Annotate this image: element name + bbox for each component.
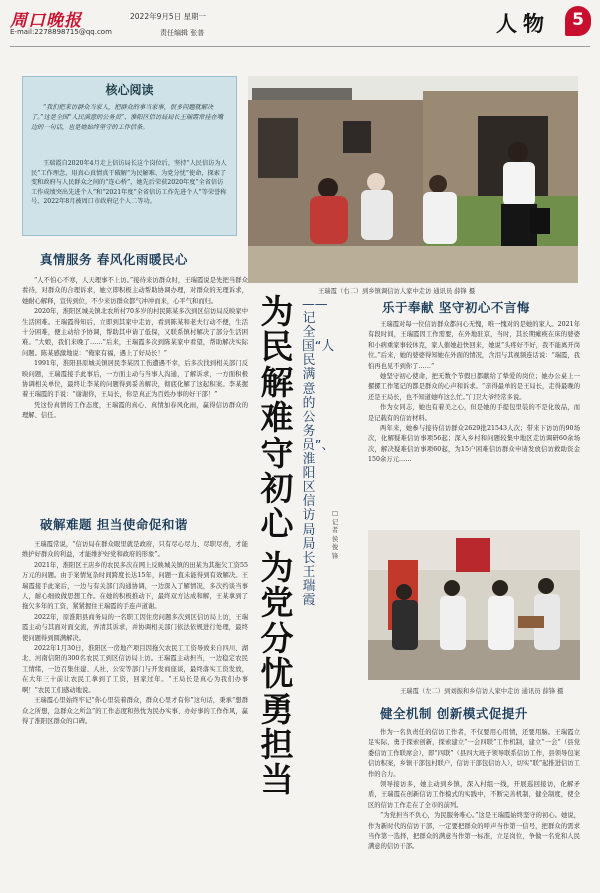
section1-body: [22, 276, 248, 422]
editor-line: 责任编辑 张普: [160, 29, 205, 37]
newspaper-logo: 周口晚报: [10, 11, 82, 31]
section4-paragraph: “为党担当不负心，为民服务唯心。”这是王瑞霞始终坚守的初心。她说，作为新时代的信访干部，一定要把群众的呼声当作第一信号，把群众的需求当作第一选择，把群众的满意当作第一标准，立足岗位，争做一名党和人民满意的信访干部。: [368, 812, 580, 851]
issue-date: 2022年9月5日 星期一: [130, 12, 207, 21]
section2-title: 破解难题 担当使命促和谐: [40, 517, 188, 532]
section2-paragraph: 2022年1月30日，淮阳区一房地产项目因拖欠农民工工资导致来自四川、湖北、河南信阳的300名农民工到区信访局上访。王瑞霞主动担当，一边稳定农民工情绪，一边召集住建、人社、公安等部门与开发商座谈，最终落实工资发放，在大年三十前让农民工拿到了工资，回家过年。“王局长是真心为我们办事啊！”农民工们感动地说。: [22, 645, 248, 694]
section2-body: [22, 540, 248, 727]
digest-quote: “我们把来访群众当家人，把群众的事当家事，很多问题就解决了。”这是全国“人民满意的公务员”、淮阳区信访局局长王瑞霞常挂在嘴边的一句话，也是她始终坚守的工作信条。: [31, 104, 224, 131]
digest-box: [22, 76, 237, 236]
section3-body: [368, 320, 580, 466]
section2-paragraph: 2021年，淮阳区王店乡的农民多次在网上反映城关镇的田某为其拖欠工资55万元的问题。由于案情复杂时间跨度长达15年，问题一直未能得到有效解决。王瑞霞接手此案后，一边与有关部门沟通协调，一边深入了解情况，多次约谈当事人，耐心细致做思想工作。在她的积极推动下，最终双方达成和解，王某拿到了拖欠多年的工资，紧紧握住王瑞霞的手连声道谢。: [22, 561, 248, 611]
section1-paragraph: 凭这份真情的工作态度，王瑞霞的真心、真情加春风化雨，赢得信访群众的理解、信任。: [22, 401, 248, 420]
email-line: E-mail:2278898715@qq.com: [10, 28, 112, 36]
headline-subhead: ——记全国“人民满意的公务员”、淮阳区信访局局长王瑞霞: [302, 297, 335, 608]
section-name: 人物: [496, 11, 550, 36]
section4-body: [368, 728, 580, 853]
section2-paragraph: 王瑞霞心里始终牢记“你心里装着群众，群众心里才有你”这句话，秉承“想群众之所想，急群众之所急”的工作态度和热忱为民办实事、办好事的工作作风，赢得了淮阳区群众的口碑。: [22, 697, 248, 725]
masthead: [10, 6, 590, 44]
section2-paragraph: 王瑞霞常说，“信访局在群众眼里就是政府，只有尽心尽力、尽职尽责，才能维护好群众的利益，才能维护好党和政府的形象”。: [22, 541, 248, 559]
top-photo: [248, 76, 578, 283]
section4-paragraph: 作为一名负责任的信访工作者，不仅要用心用情，还要用脑。王瑞霞立足实际，勇于探索创新，探索建立“一会四联”工作机制，建立“一会”（县党委信访工作联席会），即“四联”（县四大班子领导联系信访工作，县领导包案信访积案，乡镇干部包村联户，信访干部包信访人），切实“联”起推进信访工作的合力。: [368, 729, 580, 778]
digest-title: 核心阅读: [105, 83, 154, 97]
section3-paragraph: 王瑞霞对每一位信访群众都问心无愧，唯一愧对的是她的家人。2021年有段时间，王瑞霞因工作需要，在外地驻京，当时，其长期瘫痪在床的婆婆和小病重家事较休克，家人催她赶快回来，她说“头疼好不好，我不能离开岗位。”后来，她的婆婆得知她在外面的情况，含泪与其视频连话说：“瑞霞，我怕再也见不到你了……”: [368, 321, 580, 370]
digest-body: 王瑞霞自2020年4月走上信访局长这个岗位后，坚持“人民信访为人民”工作理念，用真心真情真干破解“为民解难、为党分忧”使命，探索了变和政府与人民群众之间的“连心桥”，她先后荣获2020年度“全省信访工作成绩突出先进个人”和“2021年度“全省信访工作先进个人”等荣誉称号，2022年8月被周口市政府记个人二等功。: [31, 160, 227, 206]
section3-title: 乐于奉献 坚守初心不言悔: [382, 300, 530, 315]
masthead-rule: [10, 46, 590, 47]
section1-paragraph: 2020年，淮阳区城关镇北农所村70多岁的村民陈某多次到区信访局反映家中生活困难。王瑞霞得知后，立即到其家中走访，看到陈某和老夫行动不便，生活十分困难，便主动给予协调，帮助其申请了低保，又联系镇村解决了部分生活困难。“大娘，我们来晚了……”后来，王瑞霞多次到陈某家中看望，帮助解决实际问题。陈某感激地说：“俺家有福，遇上了好局长！”: [22, 308, 248, 357]
section3-paragraph: 作为女同志，她也有着美之心，但是她的手提包里装的不是化妆品，而是记载有的信访材料。: [368, 404, 580, 422]
section3-paragraph: 她坚守初心使命，把无数个节假日都献给了挚爱的岗位；她办公桌上一摞摞工作笔记的都是群众的心声和诉求。“亲得最单的是王局长，走得最晚的还是王局长，也不知道她咋这么忙。”门卫大爷经常多说。: [368, 373, 580, 401]
section4-paragraph: 领导接访多，她主动到乡镇，深入村组一线，开展巡回接访，化解矛盾，王瑞霞在创新信访工作模式的实践中，不断完善机制，健全制度，使全区的信访工作走在了全市的前列。: [368, 781, 580, 809]
headline-main-col2: 为党分忧勇担当: [260, 548, 294, 800]
section2-paragraph: 2022年，原淮阳县商务局的一名职工因住房问题多次到区信访局上访，王瑞霞主动与其面对面交流，弄清其诉求，并协调相关部门依法依规进行处理，最终使问题得到圆满解决。: [22, 613, 248, 642]
page-number-badge: 5: [565, 6, 591, 36]
section1-paragraph: “人不怕心不寒，人天理事不上访。”接待来访群众时，王瑞霞说是先把当群众看待，对群众的合理诉求，她立即积极主动帮助协调办理，对群众的无理诉求，她耐心解释，宣传到位，不少来访群众都气冲冲而来，心平气和而归。: [22, 277, 248, 305]
top-photo-caption: 王瑞霞（右二）到乡镇调信访人家中走访 通讯员 薛锋 摄: [318, 288, 476, 295]
bottom-photo-illustration: [368, 530, 580, 680]
bottom-photo: [368, 530, 580, 680]
section1-paragraph: 1991年，淮阳县原城关镇居民李某因工伤遭遇不幸，后多次找到相关部门反映问题，王瑞霞接手此事后，一方面主动与当事人沟通，了解诉求，一方面积极协调相关单位，最终让李某的问题得到妥善解决，彻底化解了这起积案。李某握着王瑞霞的手说：“谢谢你，王局长，你是真正为百姓办事的好干部！”: [22, 360, 248, 399]
section1-title: 真情服务 春风化雨暖民心: [40, 252, 188, 267]
headline-main-col1: 为民解难守初心: [260, 292, 294, 544]
bottom-photo-caption: 王瑞霞（左二）到刘振和乡信访人家中走访 通讯员 薛锋 摄: [400, 688, 564, 695]
byline: □记者 侯俊锋: [331, 510, 339, 560]
section4-title: 健全机制 创新模式促提升: [380, 706, 528, 721]
top-photo-illustration: [248, 76, 578, 283]
section3-paragraph: 两年来，她参与接待信访群众2629批21543人次；带来下访访的90场次，化解疑难信访事项56起；深入乡村和问题较集中地区走访调研60余场次，解决疑难信访事项60起，为15户困难信访群众申请发放信访救助资金150余万元……: [368, 425, 580, 464]
